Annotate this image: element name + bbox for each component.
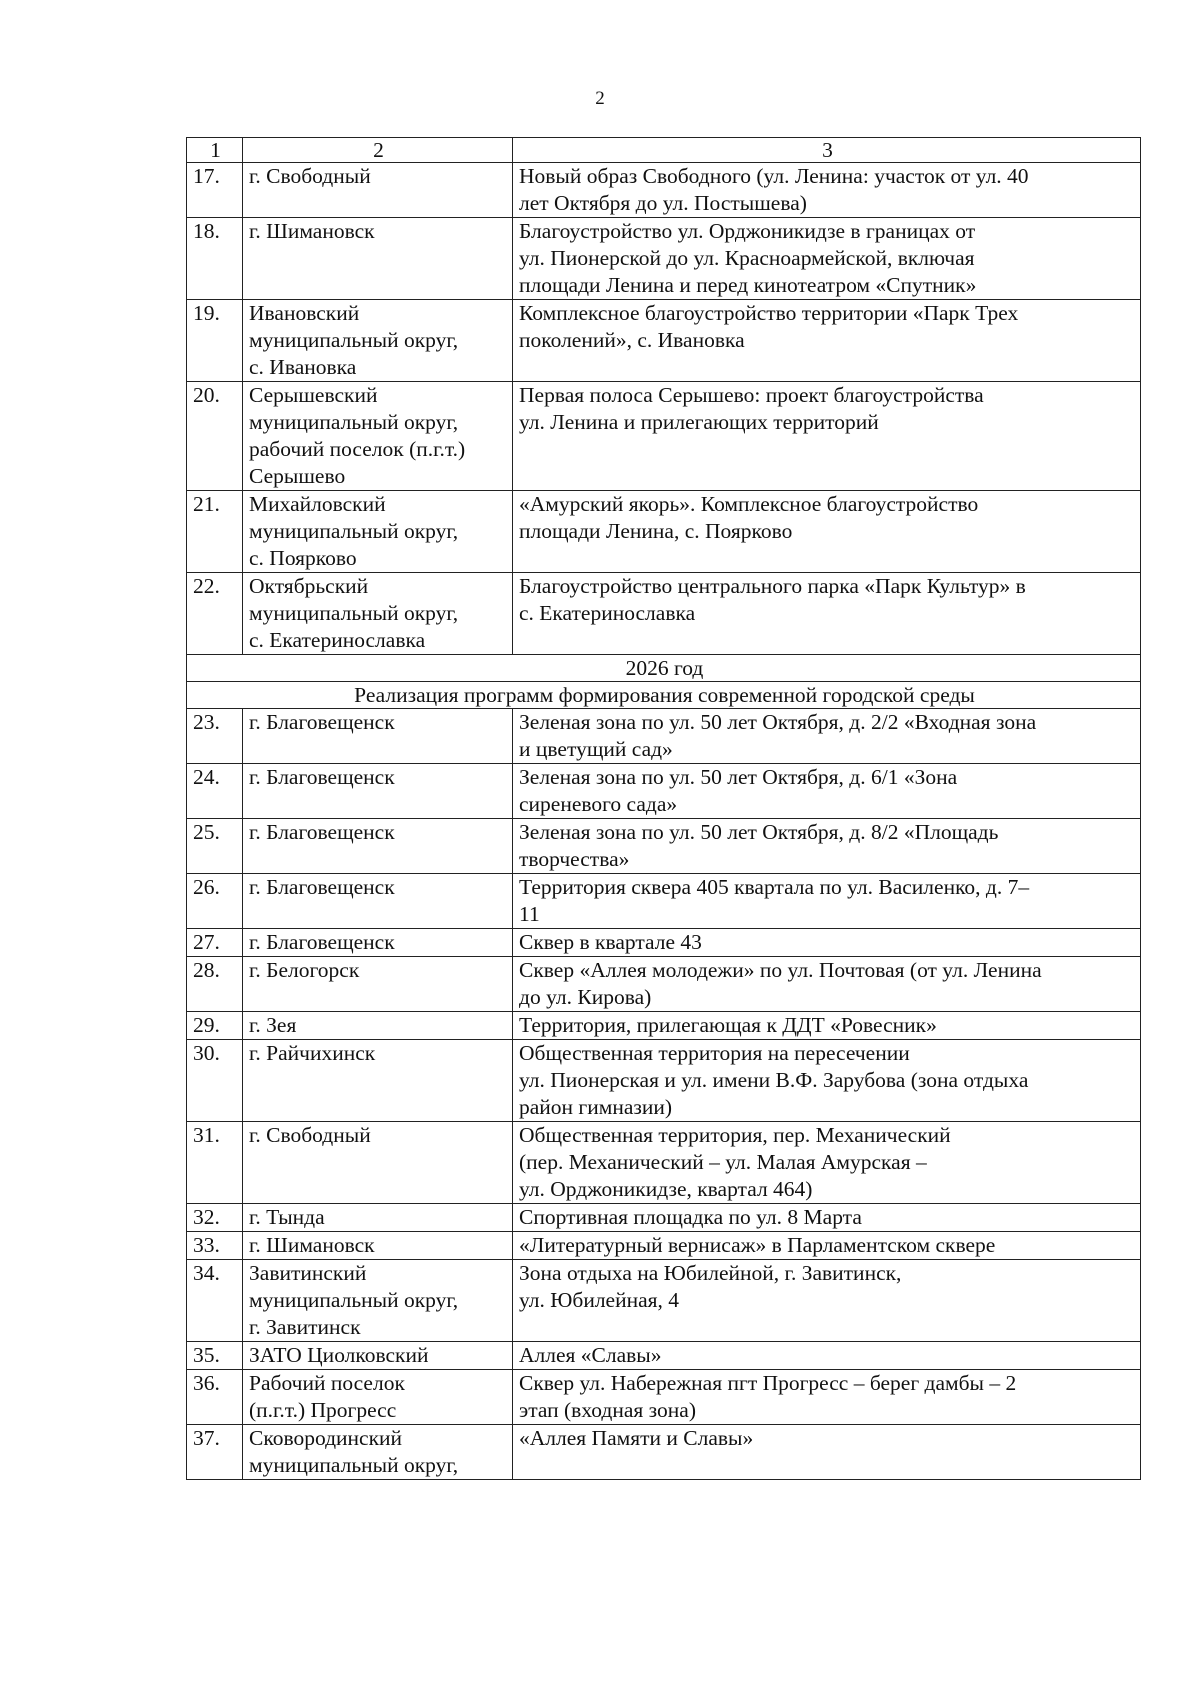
table-row (187, 300, 1141, 382)
row-number: 33. (187, 1232, 243, 1260)
row-number: 21. (187, 491, 243, 573)
table-row (187, 1040, 1141, 1122)
row-place: г. Благовещенск (243, 709, 513, 764)
table-row (187, 1260, 1141, 1342)
row-place: г. Тында (243, 1204, 513, 1232)
table-row (187, 1425, 1141, 1480)
table-row (187, 709, 1141, 764)
row-place: г. Зея (243, 1012, 513, 1040)
row-project: Спортивная площадка по ул. 8 Марта (513, 1204, 1141, 1232)
row-number: 36. (187, 1370, 243, 1425)
row-place: г. Белогорск (243, 957, 513, 1012)
row-number: 23. (187, 709, 243, 764)
row-project: Зеленая зона по ул. 50 лет Октября, д. 8/2 «Площадь творчества» (513, 819, 1141, 874)
table-row (187, 874, 1141, 929)
row-project: Сквер «Аллея молодежи» по ул. Почтовая (от ул. Ленина до ул. Кирова) (513, 957, 1141, 1012)
row-project: Территория сквера 405 квартала по ул. Василенко, д. 7– 11 (513, 874, 1141, 929)
row-number: 17. (187, 163, 243, 218)
header-cell-2: 2 (243, 138, 513, 163)
row-place: Серышевский муниципальный округ, рабочий поселок (п.г.т.) Серышево (243, 382, 513, 491)
row-project: Зеленая зона по ул. 50 лет Октября, д. 2/2 «Входная зона и цветущий сад» (513, 709, 1141, 764)
page-number: 2 (595, 88, 605, 109)
table-row (187, 764, 1141, 819)
row-project: Комплексное благоустройство территории «Парк Трех поколений», с. Ивановка (513, 300, 1141, 382)
row-project: Сквер ул. Набережная пгт Прогресс – берег дамбы – 2 этап (входная зона) (513, 1370, 1141, 1425)
row-project: Территория, прилегающая к ДДТ «Ровесник» (513, 1012, 1141, 1040)
row-project: Общественная территория на пересечении ул. Пионерская и ул. имени В.Ф. Зарубова (зона отдыха район гимназии) (513, 1040, 1141, 1122)
row-place: Октябрьский муниципальный округ, с. Екатеринославка (243, 573, 513, 655)
row-place: Завитинский муниципальный округ, г. Завитинск (243, 1260, 513, 1342)
row-project: «Аллея Памяти и Славы» (513, 1425, 1141, 1480)
row-place: г. Райчихинск (243, 1040, 513, 1122)
row-place: г. Шимановск (243, 218, 513, 300)
row-place: Сковородинский муниципальный округ, (243, 1425, 513, 1480)
row-project: Новый образ Свободного (ул. Ленина: участок от ул. 40 лет Октября до ул. Постышева) (513, 163, 1141, 218)
year-heading-row (187, 655, 1141, 682)
table-row (187, 163, 1141, 218)
row-number: 34. (187, 1260, 243, 1342)
table-row (187, 819, 1141, 874)
table-row (187, 1204, 1141, 1232)
table-row (187, 1232, 1141, 1260)
table-row (187, 1370, 1141, 1425)
table-row (187, 1122, 1141, 1204)
year-heading: 2026 год (187, 655, 1141, 682)
row-number: 29. (187, 1012, 243, 1040)
table-row (187, 218, 1141, 300)
row-number: 22. (187, 573, 243, 655)
row-place: г. Благовещенск (243, 764, 513, 819)
header-cell-1: 1 (187, 138, 243, 163)
row-number: 24. (187, 764, 243, 819)
row-project: Зона отдыха на Юбилейной, г. Завитинск, ул. Юбилейная, 4 (513, 1260, 1141, 1342)
row-place: г. Благовещенск (243, 819, 513, 874)
row-place: Рабочий поселок (п.г.т.) Прогресс (243, 1370, 513, 1425)
row-number: 37. (187, 1425, 243, 1480)
row-place: г. Шимановск (243, 1232, 513, 1260)
row-project: Зеленая зона по ул. 50 лет Октября, д. 6/1 «Зона сиреневого сада» (513, 764, 1141, 819)
row-project: Сквер в квартале 43 (513, 929, 1141, 957)
row-project: Благоустройство центрального парка «Парк Культур» в с. Екатеринославка (513, 573, 1141, 655)
row-place: г. Благовещенск (243, 929, 513, 957)
table-row (187, 491, 1141, 573)
row-number: 35. (187, 1342, 243, 1370)
row-number: 27. (187, 929, 243, 957)
table-row (187, 957, 1141, 1012)
row-project: Аллея «Славы» (513, 1342, 1141, 1370)
row-project: Общественная территория, пер. Механический (пер. Механический – ул. Малая Амурская – ул. Орджоникидзе, квартал 464) (513, 1122, 1141, 1204)
row-place: Ивановский муниципальный округ, с. Ивановка (243, 300, 513, 382)
row-number: 28. (187, 957, 243, 1012)
row-project: Первая полоса Серышево: проект благоустройства ул. Ленина и прилегающих территорий (513, 382, 1141, 491)
header-cell-3: 3 (513, 138, 1141, 163)
table-row (187, 382, 1141, 491)
table-row (187, 1012, 1141, 1040)
row-number: 26. (187, 874, 243, 929)
row-place: г. Благовещенск (243, 874, 513, 929)
table-row (187, 1342, 1141, 1370)
row-number: 30. (187, 1040, 243, 1122)
row-number: 19. (187, 300, 243, 382)
row-number: 18. (187, 218, 243, 300)
row-place: Михайловский муниципальный округ, с. Поярково (243, 491, 513, 573)
table-row (187, 929, 1141, 957)
row-number: 25. (187, 819, 243, 874)
row-place: ЗАТО Циолковский (243, 1342, 513, 1370)
row-number: 32. (187, 1204, 243, 1232)
table-row (187, 573, 1141, 655)
row-number: 31. (187, 1122, 243, 1204)
section-heading: Реализация программ формирования современной городской среды (187, 682, 1141, 709)
row-project: «Литературный вернисаж» в Парламентском сквере (513, 1232, 1141, 1260)
row-project: «Амурский якорь». Комплексное благоустройство площади Ленина, с. Поярково (513, 491, 1141, 573)
row-project: Благоустройство ул. Орджоникидзе в границах от ул. Пионерской до ул. Красноармейской, включая площади Ленина и перед кинотеатром «Спутник» (513, 218, 1141, 300)
section-heading-row (187, 682, 1141, 709)
row-place: г. Свободный (243, 1122, 513, 1204)
table-header-row (187, 138, 1141, 163)
row-number: 20. (187, 382, 243, 491)
row-place: г. Свободный (243, 163, 513, 218)
projects-table (186, 137, 1141, 1480)
